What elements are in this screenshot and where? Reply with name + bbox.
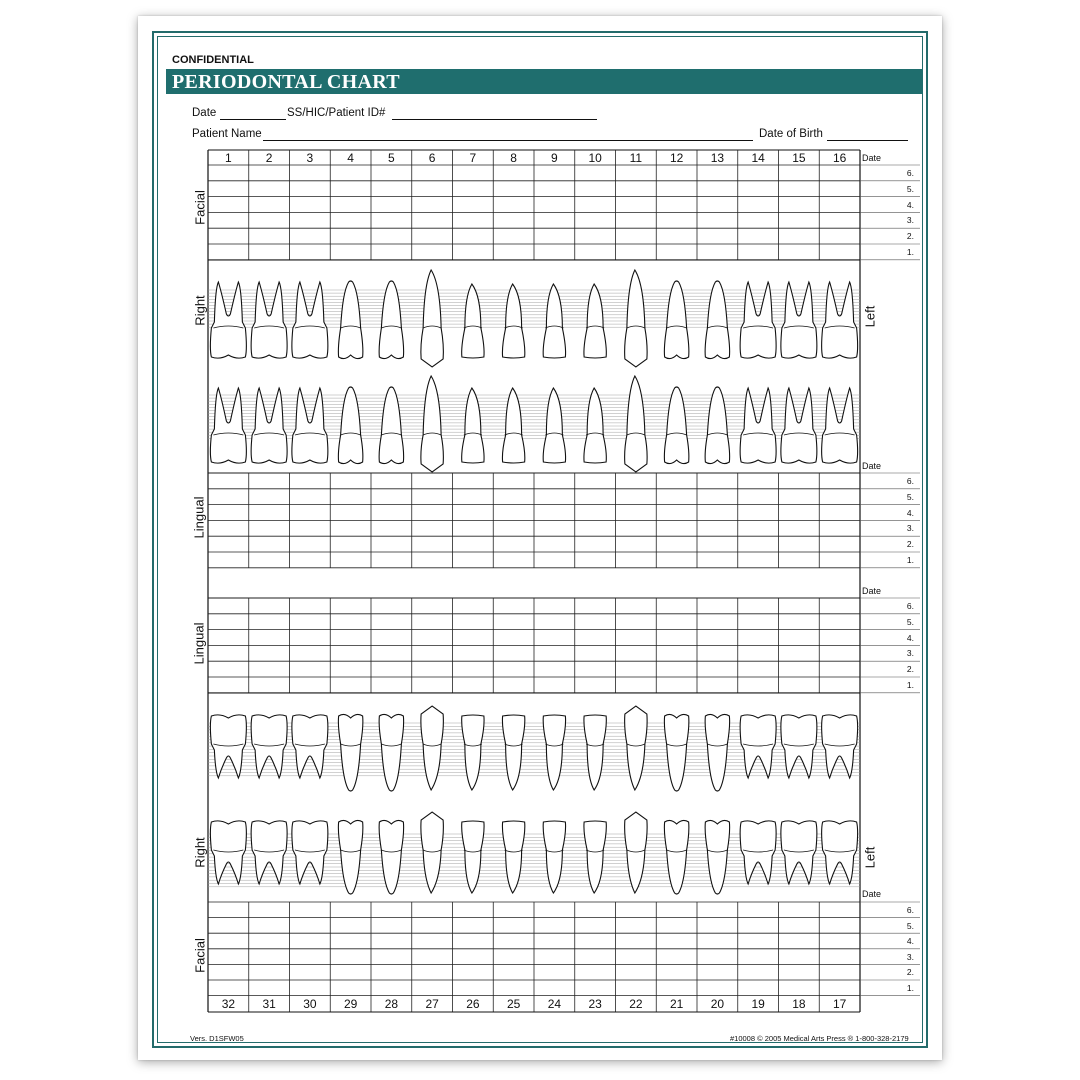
upper-facial-tooth-6-outline <box>421 270 444 367</box>
row-label-4: 4. <box>906 507 914 518</box>
lower-lingual-tooth-27 <box>421 706 444 790</box>
lower-lingual-tooth-25 <box>502 715 524 790</box>
tooth-number-28: 28 <box>384 997 399 1011</box>
lower-lingual-tooth-20 <box>705 714 730 791</box>
upper-facial-tooth-16-outline <box>822 282 858 358</box>
lower-lingual-tooth-32-outline <box>210 715 246 778</box>
lower-facial-tooth-26 <box>462 821 484 893</box>
lower-lingual-tooth-24 <box>543 715 565 790</box>
tooth-number-1: 1 <box>225 151 232 165</box>
lower-lingual-tooth-23 <box>584 715 606 790</box>
lower-facial-tooth-28-outline <box>379 820 404 894</box>
upper-lingual-tooth-6-outline <box>421 376 444 472</box>
upper-lingual-tooth-14-outline <box>740 388 776 463</box>
upper-facial-tooth-16 <box>822 282 858 358</box>
upper-lingual-tooth-7-outline <box>462 388 484 463</box>
upper-facial-tooth-4-outline <box>338 281 363 359</box>
date-label: Date <box>192 107 217 119</box>
upper-facial-tooth-7 <box>462 284 484 358</box>
row-label-1: 1. <box>906 555 914 565</box>
row-label-4: 4. <box>906 632 914 643</box>
tooth-number-21: 21 <box>669 997 684 1011</box>
lower-facial-tooth-25 <box>502 821 524 893</box>
row-label-3: 3. <box>906 523 914 534</box>
lower-facial-tooth-18 <box>781 821 817 884</box>
lower-lingual-tooth-19-outline <box>740 715 776 778</box>
lower-facial-tooth-24-outline <box>543 821 565 893</box>
upper-lingual-tooth-16-outline <box>822 388 858 463</box>
upper-lingual-tooth-6 <box>421 376 444 472</box>
row-label-6: 6. <box>906 601 914 611</box>
row-label-6: 6. <box>906 476 914 486</box>
lower-lingual-tooth-22 <box>625 706 648 790</box>
row-label-3: 3. <box>906 648 914 659</box>
upper-facial-tooth-11 <box>625 270 648 367</box>
row-label-5: 5. <box>906 183 914 194</box>
lower-facial-tooth-28 <box>379 820 404 894</box>
lower-facial-tooth-25-outline <box>502 821 524 893</box>
upper-lingual-tooth-11 <box>625 376 648 472</box>
tooth-number-19: 19 <box>751 997 765 1011</box>
upper-facial-tooth-5 <box>379 281 404 359</box>
upper-facial-tooth-4 <box>338 281 363 359</box>
row-label-4: 4. <box>906 936 914 947</box>
page-title: PERIODONTAL CHART <box>172 71 400 93</box>
lower-lingual-tooth-21-outline <box>664 714 689 791</box>
lower-lingual-tooth-30-outline <box>292 715 328 778</box>
tooth-number-23: 23 <box>588 997 602 1011</box>
lower-lingual-tooth-31 <box>251 715 287 778</box>
lower-facial-tooth-17-outline <box>822 821 858 884</box>
lower-lingual-tooth-28-outline <box>379 714 404 791</box>
upper-lingual-tooth-12-outline <box>664 387 689 464</box>
lower-facial-tooth-29 <box>338 820 363 894</box>
lower-facial-tooth-29-outline <box>338 820 363 894</box>
row-label-5: 5. <box>906 491 914 502</box>
upper-facial-tooth-12-outline <box>664 281 689 359</box>
upper-lingual-tooth-8-outline <box>502 388 524 463</box>
lower-lingual-tooth-31-outline <box>251 715 287 778</box>
lower-lingual-tooth-27-outline <box>421 706 444 790</box>
lower-lingual-tooth-18 <box>781 715 817 778</box>
lower-facial-tooth-17 <box>822 821 858 884</box>
upper-facial-tooth-6 <box>421 270 444 367</box>
lower-lingual-tooth-19 <box>740 715 776 778</box>
lower-facial-tooth-23 <box>584 821 606 893</box>
lower-lingual-tooth-17 <box>822 715 858 778</box>
date-row-label: Date <box>862 153 882 163</box>
lower-lingual-tooth-21 <box>664 714 689 791</box>
tooth-number-5: 5 <box>388 151 395 165</box>
upper-lingual-tooth-11-outline <box>625 376 648 472</box>
tooth-number-9: 9 <box>551 151 558 165</box>
lower-facial-tooth-27 <box>421 812 444 893</box>
tooth-number-3: 3 <box>306 151 314 165</box>
upper-facial-tooth-8-outline <box>502 284 524 358</box>
upper-facial-tooth-8 <box>502 284 524 358</box>
upper-lingual-tooth-15-outline <box>781 388 817 463</box>
lower-lingual-tooth-20-outline <box>705 714 730 791</box>
upper-facial-tooth-10-outline <box>584 284 606 358</box>
lower-lingual-tooth-23-outline <box>584 715 606 790</box>
facial-upper-label: Facial <box>192 190 208 225</box>
lower-lingual-tooth-24-outline <box>543 715 565 790</box>
tooth-number-24: 24 <box>547 997 562 1011</box>
upper-lingual-tooth-8 <box>502 388 524 463</box>
tooth-number-7: 7 <box>469 151 477 165</box>
upper-facial-tooth-1 <box>210 282 246 358</box>
upper-facial-tooth-13-outline <box>705 281 730 359</box>
tooth-number-15: 15 <box>792 151 806 165</box>
date-row-label: Date <box>862 461 882 471</box>
tooth-number-27: 27 <box>425 997 439 1011</box>
tooth-number-18: 18 <box>792 997 806 1011</box>
upper-lingual-tooth-1-outline <box>210 388 246 463</box>
confidential-label: CONFIDENTIAL <box>172 54 254 66</box>
upper-facial-tooth-14-outline <box>740 282 776 358</box>
tooth-number-8: 8 <box>510 151 517 165</box>
patient-name-label: Patient Name <box>192 128 262 140</box>
lower-lingual-tooth-30 <box>292 715 328 778</box>
tooth-number-11: 11 <box>629 151 643 165</box>
lower-facial-tooth-18-outline <box>781 821 817 884</box>
lower-lingual-tooth-25-outline <box>502 715 524 790</box>
row-label-1: 1. <box>906 983 914 993</box>
upper-facial-tooth-14 <box>740 282 776 358</box>
tooth-number-31: 31 <box>262 997 276 1011</box>
upper-facial-tooth-9-outline <box>543 284 565 358</box>
row-label-4: 4. <box>906 199 914 210</box>
row-label-2: 2. <box>906 539 914 550</box>
upper-facial-tooth-1-outline <box>210 282 246 358</box>
lower-facial-tooth-22 <box>625 812 648 893</box>
lower-facial-tooth-26-outline <box>462 821 484 893</box>
upper-facial-tooth-5-outline <box>379 281 404 359</box>
upper-lingual-tooth-12 <box>664 387 689 464</box>
upper-lingual-tooth-14 <box>740 388 776 463</box>
upper-facial-tooth-15-outline <box>781 282 817 358</box>
row-label-1: 1. <box>906 247 914 257</box>
row-label-3: 3. <box>906 215 914 226</box>
lower-facial-tooth-32-outline <box>210 821 246 884</box>
upper-facial-tooth-7-outline <box>462 284 484 358</box>
lower-facial-tooth-24 <box>543 821 565 893</box>
lower-lingual-tooth-22-outline <box>625 706 648 790</box>
lower-lingual-tooth-26-outline <box>462 715 484 790</box>
tooth-number-30: 30 <box>303 997 317 1011</box>
version-text: Vers. D1SFW05 <box>190 1034 244 1043</box>
upper-facial-tooth-15 <box>781 282 817 358</box>
tooth-number-2: 2 <box>265 151 273 165</box>
right-lower-label: Right <box>192 837 208 868</box>
copyright-text: #10008 © 2005 Medical Arts Press ® 1-800-328-2179 <box>730 1034 909 1043</box>
upper-lingual-tooth-7 <box>462 388 484 463</box>
row-label-2: 2. <box>906 967 914 978</box>
upper-lingual-tooth-5-outline <box>379 387 404 464</box>
tooth-number-13: 13 <box>710 151 725 165</box>
lower-facial-tooth-23-outline <box>584 821 606 893</box>
upper-lingual-tooth-4 <box>338 387 363 464</box>
upper-lingual-tooth-1 <box>210 388 246 463</box>
lower-facial-tooth-21 <box>664 820 689 894</box>
lower-facial-tooth-31 <box>251 821 287 884</box>
tooth-number-32: 32 <box>221 997 236 1011</box>
left-lower-label: Left <box>862 846 878 869</box>
upper-lingual-tooth-2 <box>251 388 287 463</box>
tooth-number-25: 25 <box>506 997 521 1011</box>
upper-lingual-tooth-9 <box>543 388 565 463</box>
row-label-6: 6. <box>906 905 914 915</box>
row-label-2: 2. <box>906 231 914 242</box>
lower-facial-tooth-22-outline <box>625 812 648 893</box>
upper-facial-tooth-2 <box>251 282 287 358</box>
tooth-number-26: 26 <box>466 997 480 1011</box>
lower-facial-tooth-27-outline <box>421 812 444 893</box>
tooth-number-4: 4 <box>347 151 354 165</box>
upper-facial-tooth-11-outline <box>625 270 648 367</box>
row-label-6: 6. <box>906 168 914 178</box>
upper-facial-tooth-3 <box>292 282 328 358</box>
lower-lingual-tooth-32 <box>210 715 246 778</box>
row-label-5: 5. <box>906 920 914 931</box>
upper-lingual-tooth-10 <box>584 388 606 463</box>
lower-lingual-tooth-18-outline <box>781 715 817 778</box>
upper-lingual-tooth-16 <box>822 388 858 463</box>
upper-lingual-tooth-15 <box>781 388 817 463</box>
dob-label: Date of Birth <box>759 128 823 140</box>
upper-facial-tooth-13 <box>705 281 730 359</box>
lower-facial-tooth-30-outline <box>292 821 328 884</box>
upper-lingual-tooth-2-outline <box>251 388 287 463</box>
tooth-number-10: 10 <box>588 151 602 165</box>
upper-lingual-tooth-13-outline <box>705 387 730 464</box>
lingual-lower-label: Lingual <box>191 622 207 665</box>
lower-lingual-tooth-29 <box>338 714 363 791</box>
tooth-number-17: 17 <box>832 997 847 1011</box>
lingual-upper-label: Lingual <box>191 496 207 539</box>
row-label-2: 2. <box>906 664 914 675</box>
lower-facial-tooth-31-outline <box>251 821 287 884</box>
lower-facial-tooth-32 <box>210 821 246 884</box>
right-upper-label: Right <box>192 295 208 326</box>
lower-lingual-tooth-29-outline <box>338 714 363 791</box>
lower-lingual-tooth-17-outline <box>822 715 858 778</box>
upper-lingual-tooth-10-outline <box>584 388 606 463</box>
date-row-label: Date <box>862 586 882 596</box>
lower-lingual-tooth-26 <box>462 715 484 790</box>
row-label-1: 1. <box>906 680 914 690</box>
patient-id-label: SS/HIC/Patient ID# <box>287 107 386 119</box>
tooth-number-20: 20 <box>710 997 725 1011</box>
lower-facial-tooth-20-outline <box>705 820 730 894</box>
upper-lingual-tooth-4-outline <box>338 387 363 464</box>
upper-facial-tooth-9 <box>543 284 565 358</box>
upper-lingual-tooth-13 <box>705 387 730 464</box>
lower-facial-tooth-19 <box>740 821 776 884</box>
lower-facial-tooth-21-outline <box>664 820 689 894</box>
upper-lingual-tooth-9-outline <box>543 388 565 463</box>
upper-facial-tooth-12 <box>664 281 689 359</box>
row-label-3: 3. <box>906 951 914 962</box>
lower-lingual-tooth-28 <box>379 714 404 791</box>
lower-facial-tooth-19-outline <box>740 821 776 884</box>
upper-facial-tooth-3-outline <box>292 282 328 358</box>
upper-facial-tooth-10 <box>584 284 606 358</box>
lower-facial-tooth-20 <box>705 820 730 894</box>
tooth-number-22: 22 <box>629 997 643 1011</box>
tooth-number-29: 29 <box>343 997 358 1011</box>
upper-lingual-tooth-5 <box>379 387 404 464</box>
row-label-5: 5. <box>906 616 914 627</box>
upper-lingual-tooth-3-outline <box>292 388 328 463</box>
upper-lingual-tooth-3 <box>292 388 328 463</box>
tooth-number-6: 6 <box>428 151 436 165</box>
facial-lower-label: Facial <box>192 938 208 973</box>
upper-facial-tooth-2-outline <box>251 282 287 358</box>
left-upper-label: Left <box>862 305 878 328</box>
date-row-label: Date <box>862 889 882 899</box>
tooth-number-14: 14 <box>751 151 765 165</box>
tooth-number-16: 16 <box>832 151 847 165</box>
lower-facial-tooth-30 <box>292 821 328 884</box>
tooth-number-12: 12 <box>669 151 684 165</box>
